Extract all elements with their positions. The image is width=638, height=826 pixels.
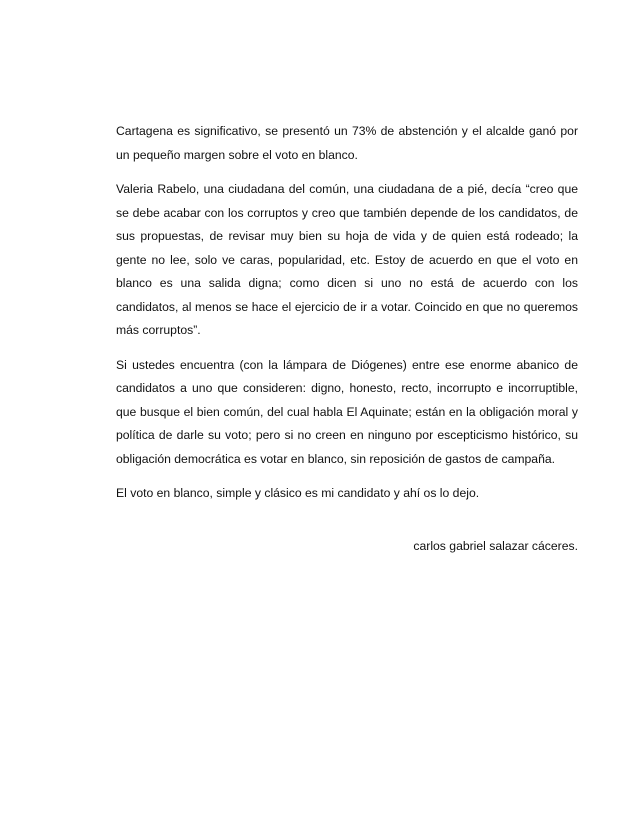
paragraph-1: Cartagena es significativo, se presentó un 73% de abstención y el alcalde ganó por un pequeño margen sobre el voto en blanco. — [116, 124, 578, 162]
document-body — [116, 120, 578, 517]
paragraph-3: Si ustedes encuentra (con la lámpara de Diógenes) entre ese enorme abanico de candidatos a uno que consideren: digno, honesto, recto, incorrupto e incorruptible, que busque el bien común, del cual habla El Aquinate; están en la obligación moral y política de darle su voto; pero si no creen en ninguno por escepticismo histórico, su obligación democrática es votar en blanco, sin reposición de gastos de campaña. — [116, 357, 578, 466]
paragraph-4: El voto en blanco, simple y clásico es mi candidato y ahí os lo dejo. — [116, 486, 480, 500]
paragraph-2: Valeria Rabelo, una ciudadana del común, una ciudadana de a pié, decía “creo que se debe acabar con los corruptos y creo que también depende de los candidatos, de sus propuestas, de revisar muy bien su hoja de vida y de quien está rodeado; la gente no lee, solo ve caras, popularidad, etc. Estoy de acuerdo en que el voto en blanco es una salida digna; como dicen si uno no está de acuerdo con los candidatos, al menos se hace el ejercicio de ir a votar. Coincido en que no queremos más corruptos”. — [116, 182, 578, 337]
author-signature: carlos gabriel salazar cáceres. — [413, 539, 578, 553]
